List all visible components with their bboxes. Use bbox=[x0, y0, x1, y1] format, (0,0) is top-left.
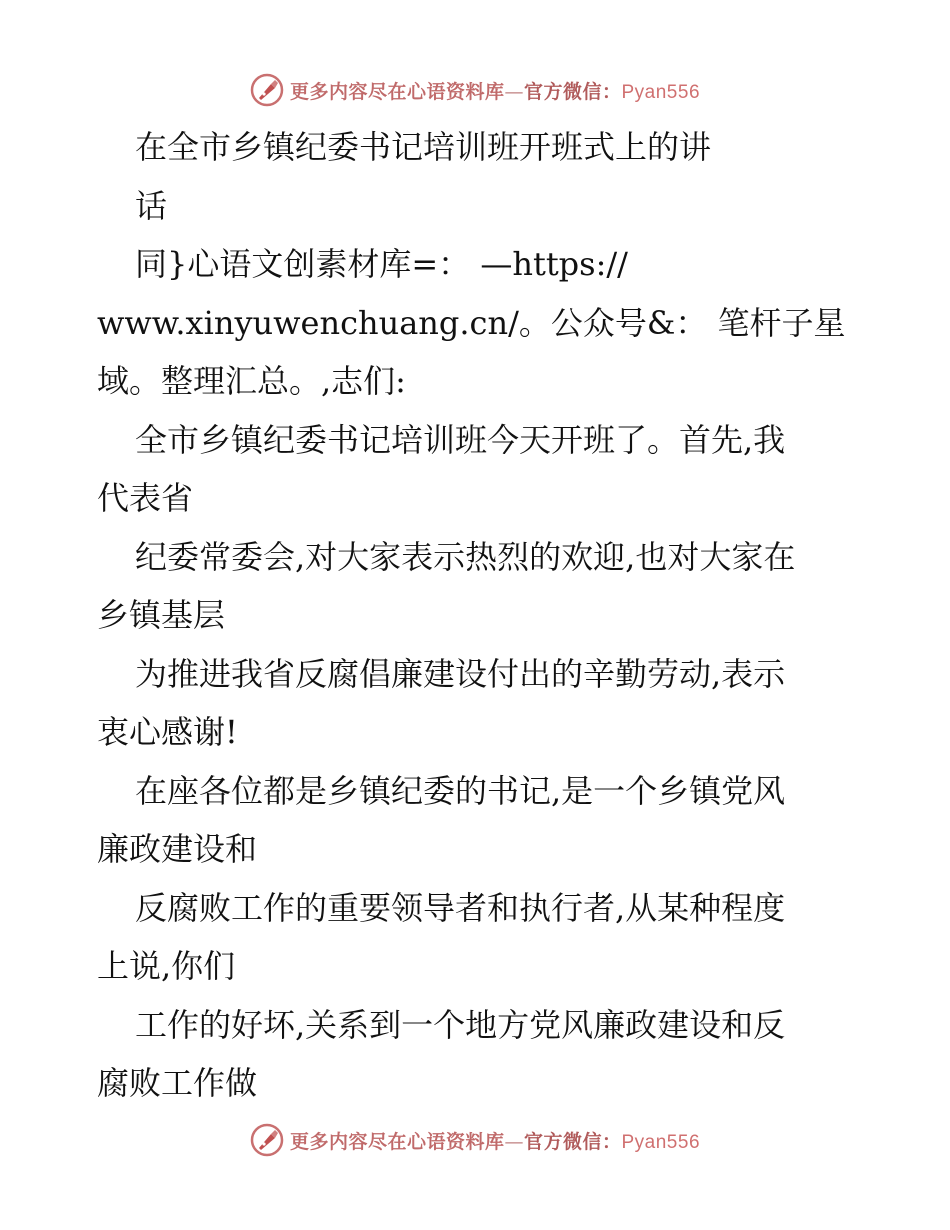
text-line: 为推进我省反腐倡廉建设付出的辛勤劳动,表示 bbox=[135, 654, 786, 693]
text-line: 廉政建设和 bbox=[97, 830, 258, 868]
banner-prefix: 更多内容尽在心语资料库 bbox=[289, 1130, 505, 1153]
text-line: 在全市乡镇纪委书记培训班开班式上的讲 bbox=[135, 128, 712, 166]
banner-dash: — bbox=[504, 1130, 524, 1153]
footer-banner bbox=[0, 1120, 950, 1160]
banner-wechat-id: Pyan556 bbox=[621, 81, 701, 103]
text-line: 在座各位都是乡镇纪委的书记,是一个乡镇党风 bbox=[135, 771, 786, 810]
banner-wechat-label: 官方微信： bbox=[523, 1130, 622, 1153]
text-line: 话 bbox=[135, 186, 168, 225]
header-banner bbox=[0, 70, 950, 110]
text-line: 反腐败工作的重要领导者和执行者,从某种程度 bbox=[135, 888, 786, 927]
banner-wechat-id: Pyan556 bbox=[621, 1131, 701, 1153]
banner-dash: — bbox=[504, 80, 524, 103]
text-line: 衷心感谢! bbox=[97, 713, 238, 751]
text-line: 工作的好坏,关系到一个地方党风廉政建设和反 bbox=[135, 1005, 786, 1044]
text-line: 上说,你们 bbox=[97, 947, 236, 985]
text-line: 纪委常委会,对大家表示热烈的欢迎,也对大家在 bbox=[135, 537, 796, 576]
text-line: 乡镇基层 bbox=[97, 596, 226, 634]
text-line: 腐败工作做 bbox=[97, 1064, 258, 1102]
text-line: 域。整理汇总。,志们: bbox=[97, 362, 406, 400]
banner-wechat-label: 官方微信： bbox=[523, 80, 622, 103]
banner-caption bbox=[290, 1127, 700, 1154]
document-body bbox=[97, 118, 857, 1113]
text-line: 全市乡镇纪委书记培训班今天开班了。首先,我 bbox=[135, 420, 786, 459]
text-line: 代表省 bbox=[97, 479, 194, 517]
text-line: 同}心语文创素材库=： —https:// bbox=[135, 245, 628, 283]
pen-nib-logo-icon bbox=[250, 73, 284, 107]
banner-prefix: 更多内容尽在心语资料库 bbox=[289, 80, 505, 103]
pen-nib-logo-icon bbox=[250, 1123, 284, 1157]
text-line: www.xinyuwenchuang.cn/。公众号&： 笔杆子星 bbox=[97, 303, 846, 342]
banner-caption bbox=[290, 77, 700, 104]
